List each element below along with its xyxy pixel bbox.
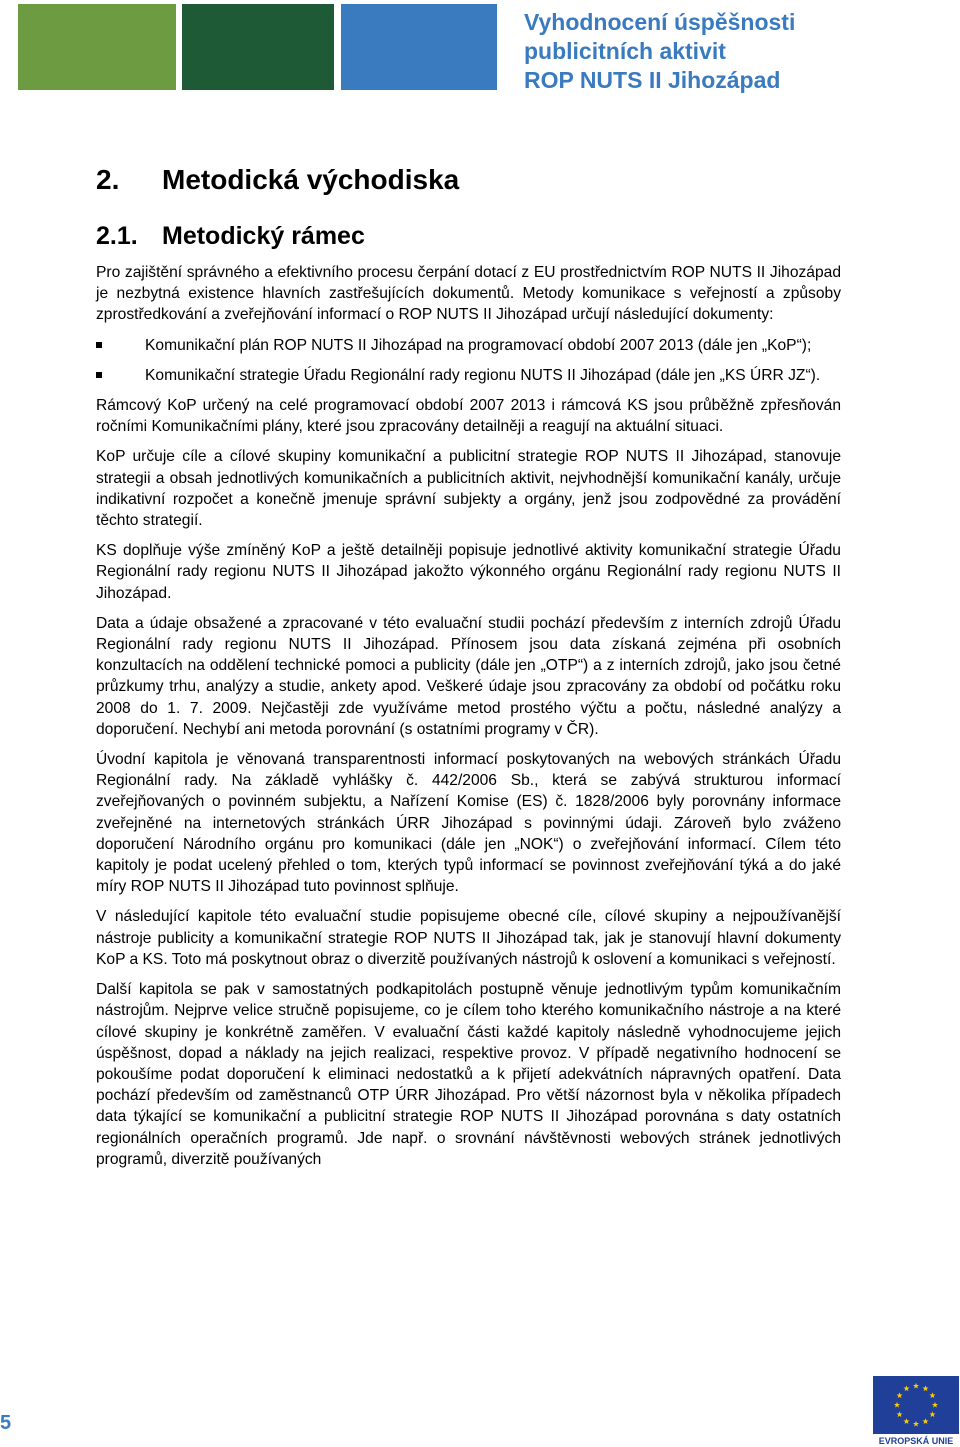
paragraph: KoP určuje cíle a cílové skupiny komunikační a publicitní strategie ROP NUTS II Jihozápad, stanovuje strategii a obsah jednotlivých komunikačních a publicitních aktivit, nejvhodnější komunikační kanály, určuje indikativní rozpočet a konečně jmenuje správní subjekty a orgány, jenž jsou zodpovědné za provádění těchto strategií. (96, 448, 841, 530)
document-list (96, 335, 841, 386)
section-heading (96, 222, 365, 251)
header-title-line: ROP NUTS II Jihozápad (524, 67, 781, 93)
list-item-text: Komunikační plán ROP NUTS II Jihozápad na programovací období 2007 2013 (dále jen „KoP“); (145, 336, 812, 354)
paragraph: Úvodní kapitola je věnovaná transparentnosti informací poskytovaných na webových stránkách Úřadu Regionální rady. Na základě vyhlášky č. 442/2006 Sb., která se zabývá strukturou informací zveřejňovaných o povinném subjektu, a Nařízení Komise (ES) č. 1828/2006 byly porovnány informace zveřejněné na internetových stránkách ÚRR Jihozápad s povinnými údaji. Zároveň bylo zváženo doporučení Národního orgánu pro komunikaci (dále jen „NOK“) o zveřejňování informací. Cílem této kapitoly je podat ucelený přehled o tom, kterých typů informací se povinnost zveřejňování týká a do jaké míry ROP NUTS II Jihozápad tuto povinnost splňuje. (96, 751, 841, 896)
eu-flag-logo (873, 1376, 959, 1446)
header-block-light-green (18, 4, 176, 90)
paragraph-intro: Pro zajištění správného a efektivního procesu čerpání dotací z EU prostřednictvím ROP NUTS II Jihozápad je nezbytná existence hlavních zastřešujících dokumentů. Metody komunikace s veřejností a způsoby zprostředkování a zveřejňování informací o ROP NUTS II Jihozápad určují následující dokumenty: (96, 264, 841, 324)
list-item-text: Komunikační strategie Úřadu Regionální rady regionu NUTS II Jihozápad (dále jen „KS ÚRR JZ“). (145, 366, 821, 384)
header-title-line: publicitních aktivit (524, 38, 726, 64)
paragraph: V následující kapitole této evaluační studie popisujeme obecné cíle, cílové skupiny a nejpoužívanější nástroje publicity a komunikační strategie ROP NUTS II Jihozápad tak, jak je stanovují hlavní dokumenty KoP a KS. Toto má poskytnout obraz o diverzitě používaných nástrojů k oslovení a komunikaci s veřejností. (96, 908, 841, 968)
paragraph: Další kapitola se pak v samostatných podkapitolách postupně věnuje jednotlivým typům komunikačním nástrojům. Nejprve velice stručně popisujeme, co je cílem toho kterého komunikačního nástroje a na které cílové skupiny je konkrétně zaměřen. V evaluační části každé kapitoly následně vyhodnocujeme jejich úspěšnost, dopad a náklady na jejich realizaci, respektive provoz. V případě negativního hodnocení se pokoušíme podat doporučení k eliminaci nedostatků a k přijetí adekvátních nápravných opatření. Data pochází především od zaměstnanců OTP ÚRR Jihozápad. Pro větší názornost byla v několika případech data týkající se komunikační a publicitní strategie ROP NUTS II Jihozápad porovnána s daty ostatních regionálních operačních programů. Jde např. o srovnání návštěvnosti webových stránek jednotlivých programů, diverzitě používaných (96, 981, 841, 1168)
list-item (96, 335, 841, 356)
section-number: 2.1. (96, 222, 138, 250)
page-number: 5 (0, 1412, 12, 1434)
chapter-number: 2. (96, 164, 120, 195)
section-title: Metodický rámec (162, 222, 365, 250)
bullet-square-icon (96, 372, 102, 378)
body-text (96, 262, 841, 1179)
chapter-heading (96, 164, 459, 196)
header-block-dark-green (182, 4, 334, 90)
eu-label: EVROPSKÁ UNIE (878, 1436, 954, 1446)
header-title-line: Vyhodnocení úspěšnosti (524, 9, 796, 35)
document-header-title (524, 8, 944, 95)
chapter-title: Metodická východiska (162, 164, 460, 195)
paragraph: Data a údaje obsažené a zpracované v této evaluační studii pochází především z interních zdrojů Úřadu Regionální rady regionu NUTS II Jihozápad. Přínosem jsou data získaná zejména při osobních konzultacích na oddělení technické pomoci a publicity (dále jen „OTP“) a z interních zdrojů, jako jsou četné průzkumy trhu, analýzy a studie, ankety apod. Veškeré údaje jsou zpracovány za období od počátku roku 2008 do 1. 7. 2009. Nejčastěji zde využíváme metod prostého výčtu a počtu, následné analýzy a doporučení. Nechybí ani metoda porovnání (s ostatními programy v ČR). (96, 614, 841, 738)
paragraph: KS doplňuje výše zmíněný KoP a ještě detailněji popisuje jednotlivé aktivity komunikační strategie Úřadu Regionální rady regionu NUTS II Jihozápad jakožto výkonného orgánu Regionální rady regionu NUTS II Jihozápad. (96, 542, 841, 602)
bullet-square-icon (96, 342, 102, 348)
header-block-blue (341, 4, 497, 90)
paragraph: Rámcový KoP určený na celé programovací období 2007 2013 i rámcová KS jsou průběžně zpřesňován ročními Komunikačními plány, které jsou zpracovány detailněji a reagují na aktuální situaci. (96, 397, 841, 436)
list-item (96, 365, 841, 386)
